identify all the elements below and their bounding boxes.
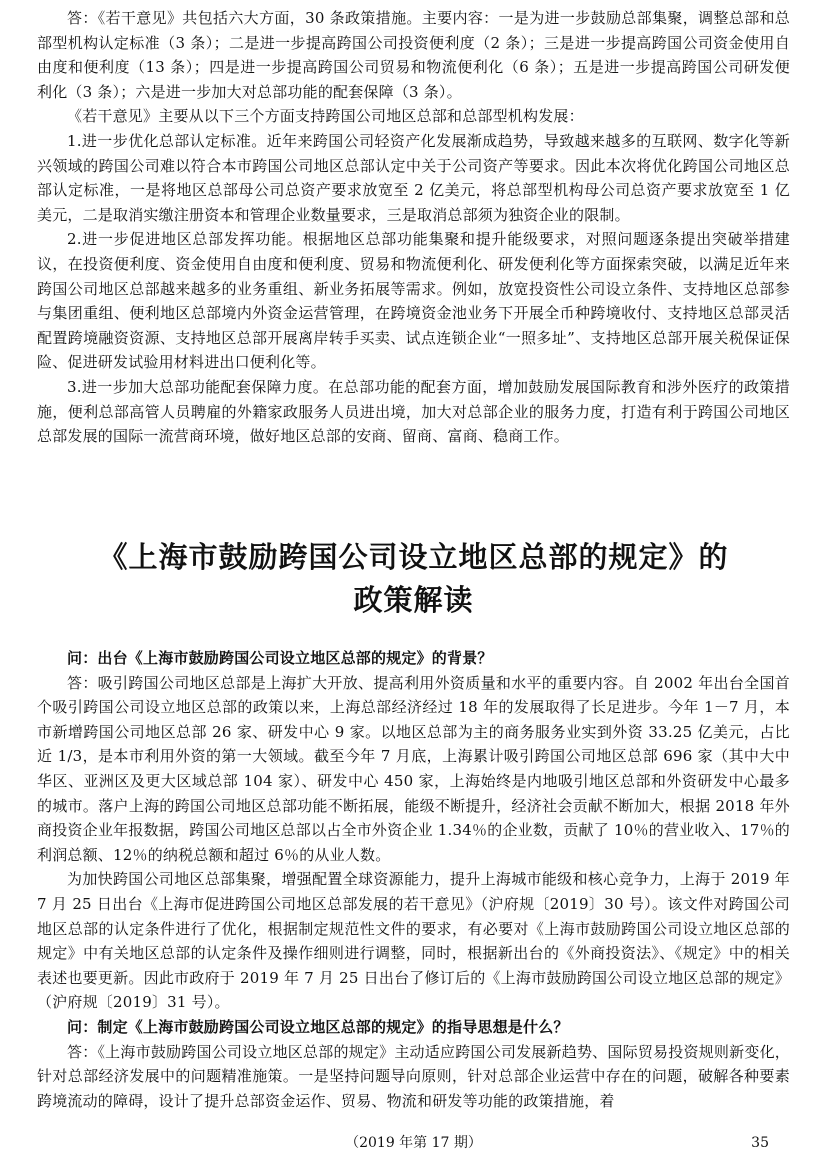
- title-line-1: 《上海市鼓励跨国公司设立地区总部的规定》的: [98, 540, 729, 574]
- paragraph: 1.进一步优化总部认定标准。近年来跨国公司轻资产化发展渐成趋势，导致越来越多的互联网、数字化等新兴领域的跨国公司难以符合本市跨国公司地区总部认定中关于公司资产等要求。因此本次将优化跨国公司地区总部认定标准，一是将地区总部母公司总资产要求放宽至 2 亿美元，将总部型机构母公司总资产要求放宽至 1 亿美元，二是取消实缴注册资本和管理企业数量要求，三是取消总部须为独资企业的限制。: [37, 131, 790, 224]
- qa-section: [37, 646, 790, 1113]
- article-title: [0, 536, 827, 622]
- title-line-2: 政策解读: [353, 583, 474, 617]
- paragraph: 2.进一步促进地区总部发挥功能。根据地区总部功能集聚和提升能级要求，对照问题逐条提出突破举措建议，在投资便利度、资金使用自由度和便利度、贸易和物流便利化、研发便利化等方面探索突破，以满足近年来跨国公司地区总部越来越多的业务重组、新业务拓展等需求。例如，放宽投资性公司设立条件、支持地区总部参与集团重组、便利地区总部境内外资金运营管理，在跨境资金池业务下开展全币种跨境收付、支持地区总部灵活配置跨境融资资源、支持地区总部开展离岸转手买卖、试点连锁企业“一照多址”、支持地区总部开展关税保证保险、促进研发试验用材料进出口便利化等。: [37, 230, 790, 372]
- page-number: 35: [751, 1135, 769, 1151]
- question-heading: 问：制定《上海市鼓励跨国公司设立地区总部的规定》的指导思想是什么？: [67, 1017, 569, 1036]
- policy-summary-section: [37, 6, 790, 449]
- issue-label: （2019 年第 17 期）: [345, 1135, 482, 1151]
- answer-paragraph: 答：吸引跨国公司地区总部是上海扩大开放、提高利用外资质量和水平的重要内容。自 2002 年出台全国首个吸引跨国公司设立地区总部的政策以来，上海总部经济经过 18 年的发展取得了长足进步。今年 1－7 月，本市新增跨国公司地区总部 26 家、研发中心 9 家。以地区总部为主的商务服务业实到外资 33.25 亿美元，占比近 1/3，是本市利用外资的第一大领域。截至今年 7 月底，上海累计吸引跨国公司地区总部 696 家（其中大中华区、亚洲区及更大区域总部 104 家）、研发中心 450 家，上海始终是内地吸引地区总部和外资研发中心最多的城市。落户上海的跨国公司地区总部功能不断拓展，能级不断提升，经济社会贡献不断加大，根据 2018 年外商投资企业年报数据，跨国公司地区总部以占全市外资企业 1.34％的企业数，贡献了 10％的营业收入、17％的利润总额、12％的纳税总额和超过 6％的从业人数。: [37, 673, 790, 864]
- paragraph: 3.进一步加大总部功能配套保障力度。在总部功能的配套方面，增加鼓励发展国际教育和涉外医疗的政策措施，便利总部高管人员聘雇的外籍家政服务人员进出境，加大对总部企业的服务力度，打造有利于跨国公司地区总部发展的国际一流营商环境，做好地区总部的安商、留商、富商、稳商工作。: [37, 377, 790, 446]
- paragraph: 答：《若干意见》共包括六大方面，30 条政策措施。主要内容：一是为进一步鼓励总部集聚，调整总部和总部型机构认定标准（3 条）；二是进一步提高跨国公司投资便利度（2 条）；三是进一步提高跨国公司资金使用自由度和便利度（13 条）；四是进一步提高跨国公司贸易和物流便利化（6 条）；五是进一步提高跨国公司研发便利化（3 条）；六是进一步加大对总部功能的配套保障（3 条）。: [37, 9, 790, 101]
- paragraph: 《若干意见》主要从以下三个方面支持跨国公司地区总部和总部型机构发展：: [67, 107, 584, 126]
- answer-paragraph: 答：《上海市鼓励跨国公司设立地区总部的规定》主动适应跨国公司发展新趋势、国际贸易投资规则新变化，针对总部经济发展中的问题精准施策。一是坚持问题导向原则，针对总部企业运营中存在的问题，破解各种要素跨境流动的障碍，设计了提升总部资金运作、贸易、物流和研发等功能的政策措施，着: [37, 1042, 790, 1110]
- question-heading: 问：出台《上海市鼓励跨国公司设立地区总部的规定》的背景？: [67, 649, 493, 667]
- answer-paragraph: 为加快跨国公司地区总部集聚，增强配置全球资源能力，提升上海城市能级和核心竞争力，上海于 2019 年 7 月 25 日出台《上海市促进跨国公司地区总部发展的若干意见》（沪府规〔2019〕30 号）。该文件对跨国公司地区总部的认定条件进行了优化，根据制定规范性文件的要求，有必要对《上海市鼓励跨国公司设立地区总部的规定》中有关地区总部的认定条件及操作细则进行调整，同时，根据新出台的《外商投资法》、《规定》中的相关表述也要更新。因此市政府于 2019 年 7 月 25 日出台了修订后的《上海市鼓励跨国公司设立地区总部的规定》（沪府规〔2019〕31 号）。: [37, 870, 790, 1012]
